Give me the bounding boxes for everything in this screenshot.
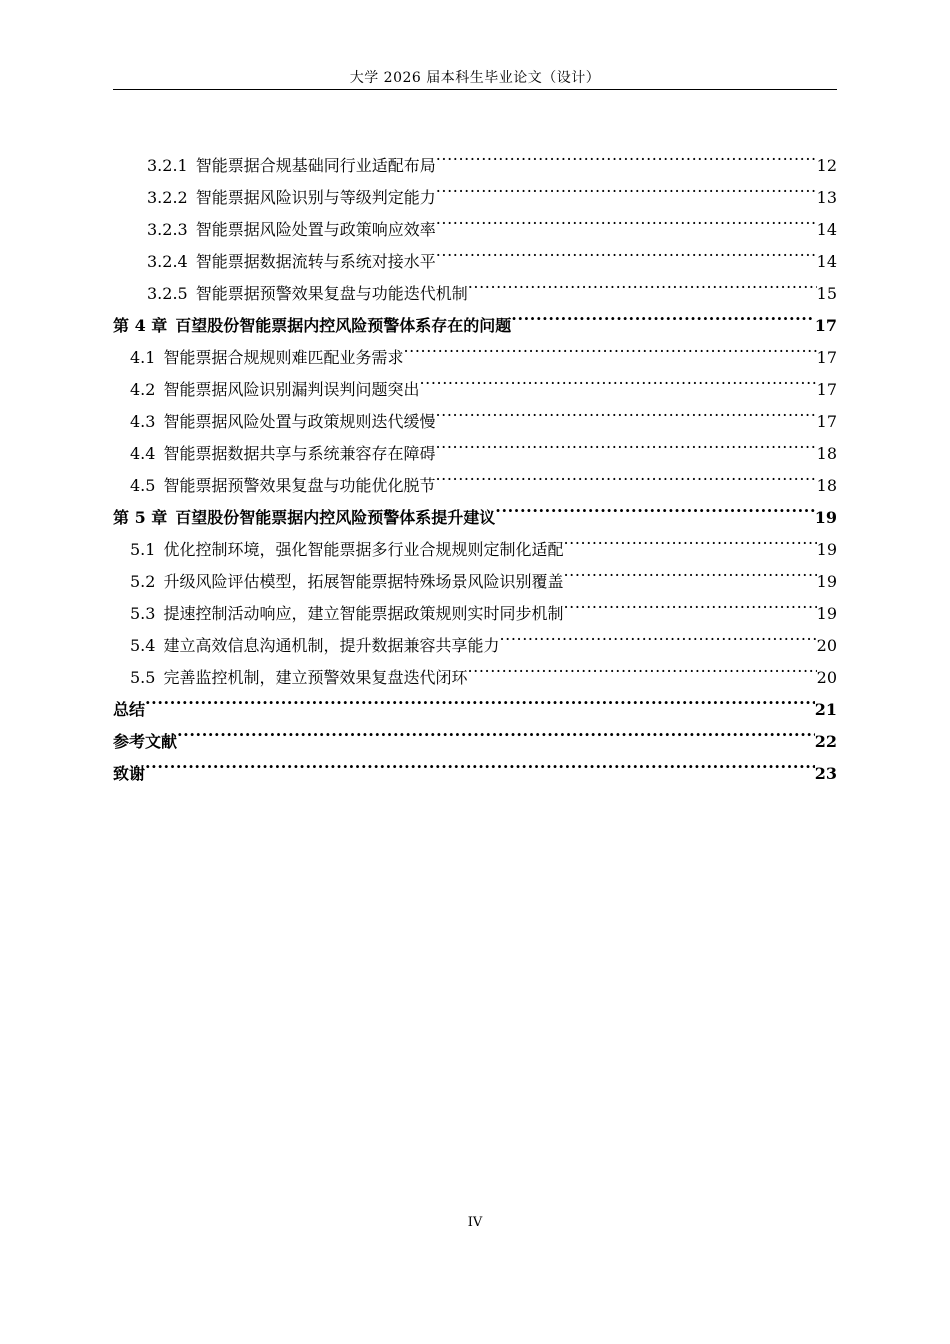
toc-entry-title: 百望股份智能票据内控风险预警体系提升建议 <box>175 508 496 527</box>
toc-entry-page: 19 <box>816 540 837 559</box>
toc-entry-number: 3.2.2 <box>147 188 188 207</box>
toc-entry-title: 致谢 <box>113 764 146 783</box>
toc-entry-title: 参考文献 <box>113 732 178 751</box>
toc-dot-leader <box>563 587 816 619</box>
toc-entry-number: 5.1 <box>130 540 156 559</box>
toc-entry-page: 19 <box>814 508 837 527</box>
toc-entry-title: 智能票据风险处置与政策规则迭代缓慢 <box>163 412 436 431</box>
toc-dot-leader <box>419 363 816 395</box>
toc-entry-title: 智能票据预警效果复盘与功能优化脱节 <box>163 476 436 495</box>
toc-entry-title: 智能票据风险识别与等级判定能力 <box>195 188 436 207</box>
toc-entry-title: 总结 <box>113 700 146 719</box>
toc-dot-leader <box>145 683 815 715</box>
toc-dot-leader <box>403 331 816 363</box>
toc-dot-leader <box>563 555 816 587</box>
toc-entry[interactable] <box>113 747 837 783</box>
toc-dot-leader <box>435 395 816 427</box>
toc-entry-page: 13 <box>816 188 837 207</box>
toc-entry-page: 23 <box>814 764 837 783</box>
toc-entry-page: 14 <box>816 252 837 271</box>
toc-entry-title: 升级风险评估模型，拓展智能票据特殊场景风险识别覆盖 <box>163 572 564 591</box>
toc-entry-page: 22 <box>814 732 837 751</box>
toc-entry-number: 3.2.1 <box>147 156 188 175</box>
toc-entry[interactable] <box>113 683 837 719</box>
toc-entry-number: 4.5 <box>130 476 156 495</box>
toc-dot-leader <box>436 203 817 235</box>
toc-dot-leader <box>145 747 815 779</box>
toc-dot-leader <box>468 267 817 299</box>
toc-entry-title: 提速控制活动响应，建立智能票据政策规则实时同步机制 <box>163 604 564 623</box>
toc-entry-page: 17 <box>816 348 837 367</box>
toc-entry-number: 3.2.4 <box>147 252 188 271</box>
toc-dot-leader <box>435 427 816 459</box>
toc-entry-page: 17 <box>814 316 837 335</box>
toc-entry-page: 20 <box>816 668 837 687</box>
toc-entry-number: 第 4 章 <box>113 316 168 335</box>
toc-dot-leader <box>435 459 816 491</box>
toc-dot-leader <box>177 715 815 747</box>
toc-entry-number: 3.2.3 <box>147 220 188 239</box>
header-divider <box>113 89 837 90</box>
toc-entry-title: 智能票据风险识别漏判误判问题突出 <box>163 380 420 399</box>
toc-entry-page: 20 <box>816 636 837 655</box>
toc-entry-title: 智能票据预警效果复盘与功能迭代机制 <box>195 284 468 303</box>
table-of-contents <box>113 139 837 783</box>
toc-dot-leader <box>436 139 817 171</box>
toc-entry-page: 17 <box>816 412 837 431</box>
toc-dot-leader <box>436 171 817 203</box>
toc-entry-page: 18 <box>816 444 837 463</box>
toc-entry-page: 14 <box>816 220 837 239</box>
toc-entry-number: 第 5 章 <box>113 508 168 527</box>
toc-dot-leader <box>467 651 816 683</box>
toc-entry[interactable] <box>113 715 837 751</box>
toc-entry-title: 智能票据合规规则难匹配业务需求 <box>163 348 404 367</box>
toc-entry-number: 4.4 <box>130 444 156 463</box>
toc-entry-number: 5.3 <box>130 604 156 623</box>
toc-dot-leader <box>511 299 814 331</box>
toc-entry-title: 智能票据数据流转与系统对接水平 <box>195 252 436 271</box>
toc-entry-page: 18 <box>816 476 837 495</box>
toc-entry-number: 5.2 <box>130 572 156 591</box>
toc-entry-number: 4.3 <box>130 412 156 431</box>
toc-entry-title: 百望股份智能票据内控风险预警体系存在的问题 <box>175 316 512 335</box>
toc-entry[interactable] <box>113 139 837 175</box>
toc-entry-title: 智能票据合规基础同行业适配布局 <box>195 156 436 175</box>
toc-entry-title: 优化控制环境，强化智能票据多行业合规规则定制化适配 <box>163 540 564 559</box>
toc-entry-page: 15 <box>816 284 837 303</box>
toc-entry-number: 5.4 <box>130 636 156 655</box>
toc-entry-number: 4.2 <box>130 380 156 399</box>
toc-entry-page: 17 <box>816 380 837 399</box>
toc-entry-page: 19 <box>816 572 837 591</box>
page-number: IV <box>467 1215 483 1230</box>
toc-entry-title: 智能票据风险处置与政策响应效率 <box>195 220 436 239</box>
toc-dot-leader <box>563 523 816 555</box>
toc-entry-number: 5.5 <box>130 668 156 687</box>
toc-entry-title: 建立高效信息沟通机制，提升数据兼容共享能力 <box>163 636 500 655</box>
page-header: 大学 2026 届本科生毕业论文（设计） <box>349 70 601 86</box>
toc-entry-title: 智能票据数据共享与系统兼容存在障碍 <box>163 444 436 463</box>
toc-entry-title: 完善监控机制，建立预警效果复盘迭代闭环 <box>163 668 468 687</box>
toc-dot-leader <box>436 235 817 267</box>
toc-entry-page: 12 <box>816 156 837 175</box>
toc-dot-leader <box>495 491 814 523</box>
toc-entry-page: 21 <box>814 700 837 719</box>
toc-dot-leader <box>499 619 816 651</box>
toc-entry-page: 19 <box>816 604 837 623</box>
toc-entry-number: 4.1 <box>130 348 156 367</box>
toc-entry-number: 3.2.5 <box>147 284 188 303</box>
